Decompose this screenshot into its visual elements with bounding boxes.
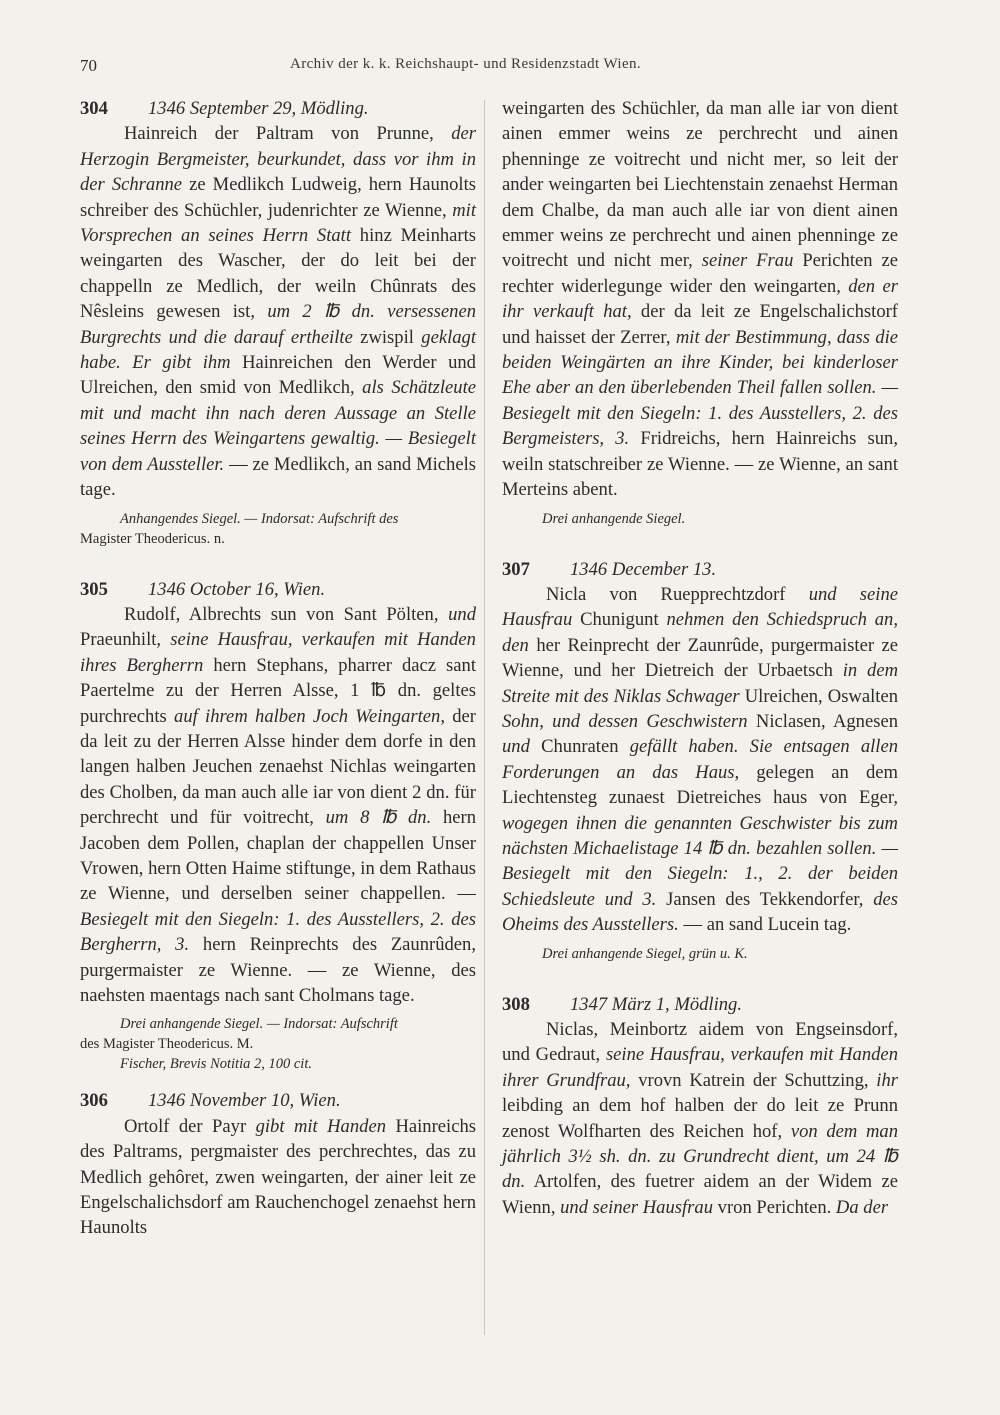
entry-note: Fischer, Brevis Notitia 2, 100 cit. [120, 1056, 312, 1073]
entry-304 [80, 96, 476, 549]
entry-note: des Magister Theodericus. M. [80, 1036, 254, 1053]
entry-body: Niclas, Meinbortz aidem von Engseinsdorf, und Gedraut, seine Hausfrau, verkaufen mit Handen ihrer Grundfrau, vrovn Katrein der Schuttzing, ihr leibding an dem hof halben der do leit ze Prunn zenost Wolfharten des Reichen hof, von dem man jährlich 3½ sh. dn. zu Grundrecht dient, um 24 ℔ dn. Artolfen, des fuetrer aidem an der Widem ze Wienn, und seiner Hausfrau vron Perichten. Da der [502, 1019, 898, 1218]
entry-note: Drei anhangende Siegel, grün u. K. [542, 945, 748, 962]
entry-date: 1346 December 13. [570, 558, 717, 580]
entry-date: 1346 September 29, Mödling. [148, 98, 369, 119]
entry-306-continued [502, 96, 898, 529]
entry-body: Rudolf, Albrechts sun von Sant Pölten, und Praeunhilt, seine Hausfrau, verkaufen mit Handen ihres Bergherrn hern Stephans, pharrer dacz sant Paertelme zu der Herren Alsse, 1 ℔ dn. geltes purchrechts auf ihrem halben Joch Weingarten, der da leit zu der Herren Alsse hinder dem dorfe in den langen halben Jeuchen zenaehst Nichlas weingarten des Cholben, da man auch alle iar von dient 2 dn. für perchrecht und für voitrecht, um 8 ℔ dn. hern Jacoben dem Pollen, chaplan der chappellen Unser Vrowen, hern Otten Haime stiftunge, in dem Rathaus ze Wienne, und derselben seiner chappellen. — Besiegelt mit den Siegeln: 1. des Ausstellers, 2. des Bergherrn, 3. hern Reinprechts des Zaunrûden, purgermaister ze Wienne. — ze Wienne, des naehsten maentags nach sant Cholmans tage. [80, 603, 477, 1006]
entry-body: Nicla von Ruepprechtzdorf und seine Hausfrau Chunigunt nehmen den Schiedspruch an, den her Reinprecht der Zaunrûde, purgermaister ze Wienne, und her Dietreich der Urbaetsch in dem Streite mit des Niklas Schwager Ulreichen, Oswalten Sohn, und dessen Geschwistern Niclasen, Agnesen und Chunraten gefällt haben. Sie entsagen allen Forderungen an das Haus, gelegen an dem Liechtensteg zunaest Dietreiches haus von Eger, wogegen ihnen die genannten Geschwister bis zum nächsten Michaelistage 14 ℔ dn. bezahlen sollen. — Besiegelt mit den Siegeln: 1., 2. der beiden Schiedsleute und 3. Jansen des Tekkendorfer, des Oheims des Ausstellers. — an sand Lucein tag. [502, 583, 899, 936]
entry-307 [502, 557, 898, 964]
entry-note: Drei anhangende Siegel. — Indorsat: Aufschrift [120, 1016, 398, 1033]
right-column [502, 96, 898, 1220]
column-rule [484, 100, 485, 1335]
entry-305 [80, 577, 476, 1075]
entry-date: 1346 October 16, Wien. [148, 578, 326, 600]
entry-heading [80, 96, 476, 121]
entry-306 [80, 1088, 476, 1240]
entry-heading [502, 992, 898, 1017]
entry-308 [502, 992, 898, 1221]
entry-heading [80, 577, 476, 602]
running-title: Archiv der k. k. Reichshaupt- und Residenzstadt Wien. [290, 56, 642, 72]
entry-number: 304 [80, 98, 108, 119]
page-number: 70 [80, 56, 97, 75]
entry-note: Magister Theodericus. n. [80, 530, 225, 547]
entry-number: 305 [80, 578, 108, 600]
entry-note: Drei anhangende Siegel. [542, 510, 686, 527]
entry-date: 1347 März 1, Mödling. [570, 993, 742, 1015]
entry-number: 306 [80, 1090, 108, 1112]
entry-note: Anhangendes Siegel. — Indorsat: Aufschrift des [120, 510, 399, 527]
entry-number: 308 [502, 993, 530, 1015]
entry-date: 1346 November 10, Wien. [148, 1090, 341, 1112]
entry-heading [80, 1088, 476, 1113]
entry-number: 307 [502, 558, 530, 580]
entry-body: weingarten des Schüchler, da man alle iar von dient ainen emmer weins ze perchrecht und ainen phenninge ze voitrecht und nicht mer, so leit der ander weingarten bei Liechtenstain zenaehst Herman dem Chalbe, da man auch alle iar von dient ainen emmer weins ze perchrecht und ainen phenninge ze voitrecht und nicht mer, seiner Frau Perichten ze rechter widerlegunge wider den weingarten, den er ihr verkauft hat, der da leit ze Engelschalichstorf und haisset der Zerrer, mit der Bestimmung, dass die beiden Weingärten an ihre Kinder, bei kinderloser Ehe aber an den überlebenden Theil fallen sollen. — Besiegelt mit den Siegeln: 1. des Ausstellers, 2. des Bergmeisters, 3. Fridreichs, hern Hainreichs sun, weiln statschreiber ze Wienne. — ze Wienne, an sant Merteins abent. [502, 98, 899, 501]
entry-body: Ortolf der Payr gibt mit Handen Hainreichs des Paltrams, pergmaister des perchrechtes, das zu Medlich gehôret, zwen weingarten, der ainer leit ze Engelschalichsdorf am Rauchenchogel zenaehst hern Haunolts [80, 1115, 476, 1239]
left-column [80, 96, 476, 1241]
entry-heading [502, 557, 898, 582]
entry-body: Hainreich der Paltram von Prunne, der Herzogin Bergmeister, beurkundet, dass vor ihm in der Schranne ze Medlikch Ludweig, hern Haunolts schreiber des Schüchler, judenrichter ze Wienne, mit Vorsprechen an seines Herrn Statt hinz Meinharts weingarten des Wascher, der do leit bei der chappelln ze Medlich, der weiln Chûnrats des Nêsleins gewesen ist, um 2 ℔ dn. versessenen Burgrechts und die darauf ertheilte zwispil geklagt habe. Er gibt ihm Hainreichen den Werder und Ulreichen, den smid von Medlikch, als Schätzleute mit und macht ihn nach deren Aussage an Stelle seines Herrn des Weingartens gewaltig. — Besiegelt von dem Aussteller. — ze Medlikch, an sand Michels tage. [80, 123, 477, 501]
